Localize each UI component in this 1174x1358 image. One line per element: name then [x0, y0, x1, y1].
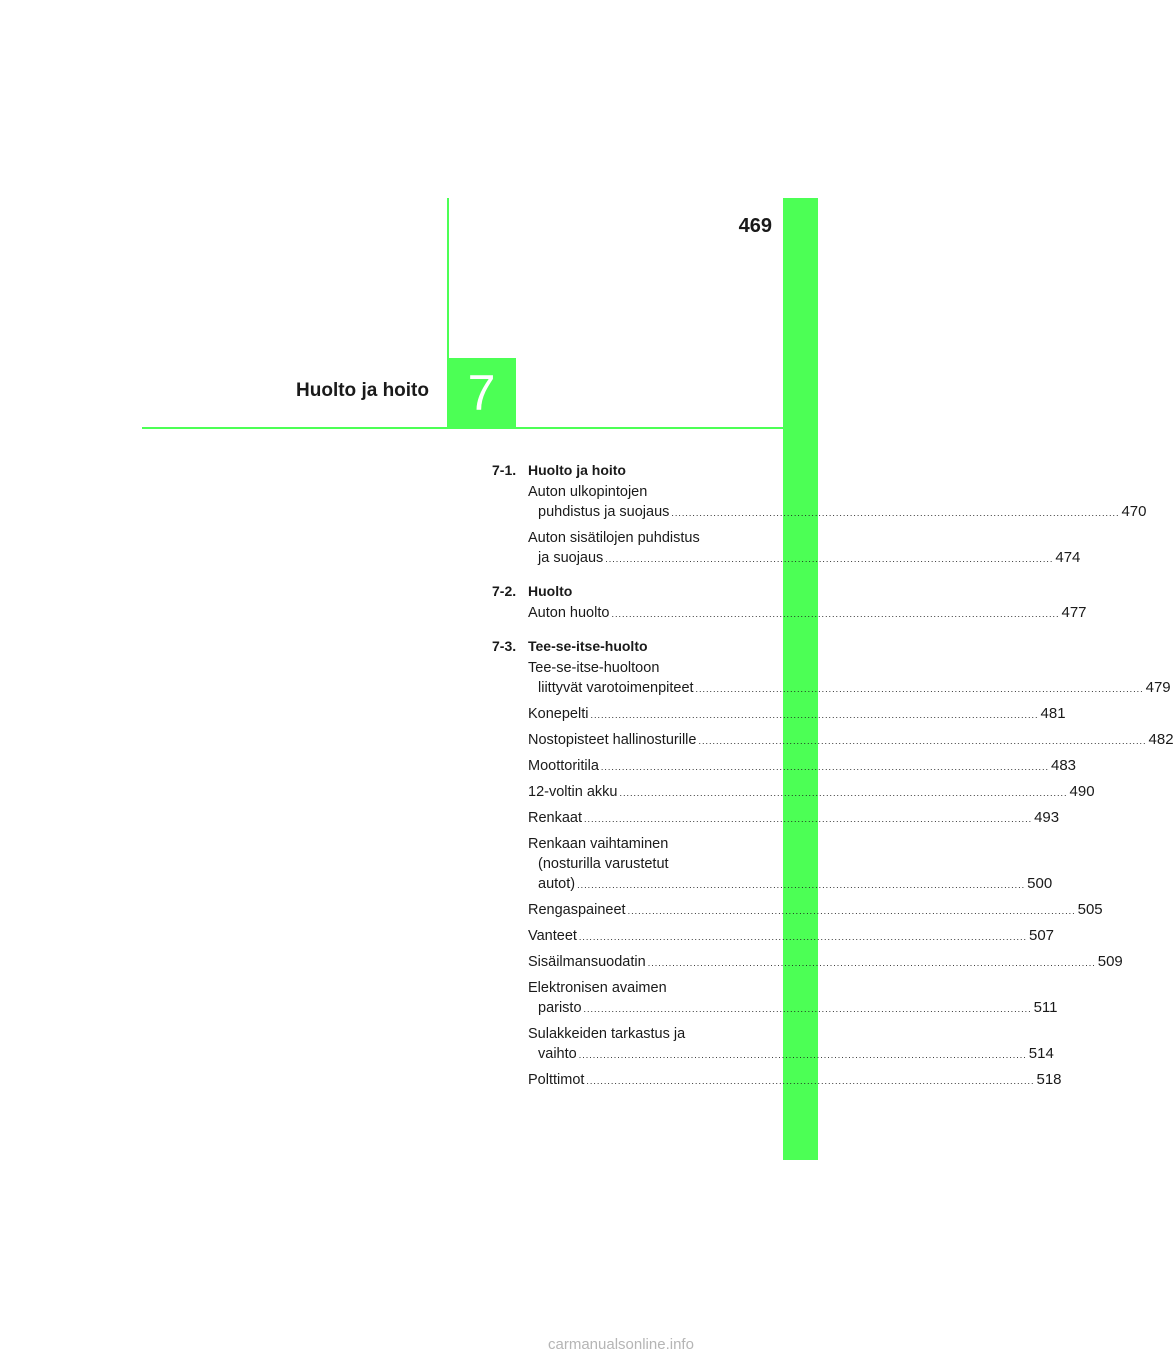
toc-page-number: 470	[1121, 503, 1147, 520]
page-number: 469	[738, 215, 772, 237]
toc-page-number: 474	[1055, 549, 1081, 566]
toc-page-number: 500	[1027, 875, 1053, 892]
toc-entry-text: Rengaspaineet	[528, 902, 626, 918]
toc-dot-leader	[698, 736, 1146, 746]
toc-entry-line	[528, 808, 1060, 829]
toc-section	[492, 458, 1147, 569]
toc-entry-line	[528, 1024, 740, 1044]
toc-entry[interactable]	[528, 658, 1171, 699]
toc-entry[interactable]	[528, 756, 1077, 777]
toc-entry-text: (nosturilla varustetut	[538, 856, 669, 872]
toc-entry-text: Renkaat	[528, 810, 583, 826]
toc-entry[interactable]	[528, 704, 1066, 725]
chapter-title: Huolto ja hoito	[296, 380, 429, 401]
toc-entry-line	[528, 1044, 1054, 1065]
toc-page-number: 477	[1061, 604, 1087, 621]
toc-entry[interactable]	[528, 900, 1103, 921]
toc-dot-leader	[671, 508, 1119, 518]
toc-dot-leader	[579, 932, 1027, 942]
toc-entry[interactable]	[528, 926, 1055, 947]
toc-entry-text: vaihto	[538, 1046, 577, 1062]
toc-entry-line	[528, 482, 740, 502]
toc-entry-text: Auton huolto	[528, 605, 610, 621]
toc-dot-leader	[628, 906, 1076, 916]
toc-page-number: 505	[1077, 901, 1103, 918]
toc-page-number: 482	[1148, 731, 1174, 748]
toc-entry[interactable]	[528, 952, 1123, 973]
toc-section	[492, 634, 1174, 1091]
toc-entry-text: 12-voltin akku	[528, 784, 618, 800]
toc-page-number: 483	[1050, 757, 1077, 774]
chapter-number: 7	[467, 365, 496, 421]
toc-dot-leader	[586, 1076, 1034, 1086]
toc-entry-line	[528, 730, 1174, 751]
toc-entry-text: Polttimot	[528, 1072, 585, 1088]
chapter-side-tab	[783, 198, 818, 1160]
toc-entry-text: Renkaan vaihtaminen	[528, 836, 669, 852]
toc-dot-leader	[648, 958, 1096, 968]
toc-dot-leader	[590, 710, 1038, 720]
toc-page-number: 509	[1097, 953, 1123, 970]
toc-entry-text: Tee-se-itse-huoltoon	[528, 660, 660, 676]
toc-dot-leader	[605, 554, 1053, 564]
toc-entry-line	[528, 548, 1081, 569]
toc-page-number: 518	[1036, 1071, 1062, 1088]
toc-entry[interactable]	[528, 1070, 1062, 1091]
toc-entry-text: Auton sisätilojen puhdistus	[528, 530, 700, 546]
toc-entry-text: Nostopisteet hallinosturille	[528, 732, 697, 748]
header-vertical-rule	[447, 198, 449, 358]
toc-dot-leader	[696, 684, 1144, 694]
toc-entry-text: puhdistus ja suojaus	[538, 504, 670, 520]
toc-page-number: 511	[1033, 999, 1058, 1016]
toc-entry-line	[528, 874, 1053, 895]
toc-entry-line	[528, 528, 740, 548]
toc-entry[interactable]	[528, 978, 1058, 1019]
toc-entry-line	[528, 978, 740, 998]
toc-section-number: 7-3.	[492, 638, 517, 654]
toc-page-number: 481	[1040, 705, 1066, 722]
table-of-contents	[492, 458, 1174, 1101]
toc-entry-line	[528, 678, 1171, 699]
toc-page-number: 490	[1069, 783, 1095, 800]
toc-entry-line	[528, 854, 740, 874]
toc-entry-text: liittyvät varotoimenpiteet	[538, 680, 694, 696]
toc-entry-text: Moottoritila	[528, 758, 599, 774]
toc-section-number: 7-2.	[492, 583, 517, 599]
toc-page-number: 514	[1028, 1045, 1054, 1062]
toc-entry-line	[528, 704, 1066, 725]
toc-entry-line	[528, 502, 1147, 523]
toc-entry[interactable]	[528, 603, 1087, 624]
toc-dot-leader	[619, 788, 1067, 798]
toc-entry-text: Sisäilmansuodatin	[528, 954, 646, 970]
toc-entry-line	[528, 834, 740, 854]
watermark: carmanualsonline.info	[548, 1336, 694, 1353]
toc-entry[interactable]	[528, 730, 1174, 751]
toc-page-number: 479	[1145, 679, 1171, 696]
toc-entry-text: Sulakkeiden tarkastus ja	[528, 1026, 686, 1042]
toc-dot-leader	[584, 1004, 1032, 1014]
toc-entry-text: autot)	[538, 876, 576, 892]
toc-entry-text: Vanteet	[528, 928, 577, 944]
toc-section-title: Huolto ja hoito	[528, 462, 626, 478]
toc-entry-text: paristo	[538, 1000, 582, 1016]
toc-entry-line	[528, 658, 740, 678]
toc-entry[interactable]	[528, 1024, 1054, 1065]
toc-entry-text: Auton ulkopintojen	[528, 484, 648, 500]
toc-entry[interactable]	[528, 834, 1053, 895]
toc-entry-line	[528, 603, 1087, 624]
toc-dot-leader	[579, 1050, 1027, 1060]
toc-dot-leader	[577, 880, 1025, 890]
toc-section	[492, 579, 1087, 624]
toc-dot-leader	[601, 762, 1049, 772]
toc-entry-line	[528, 782, 1095, 803]
toc-entry-line	[528, 952, 1123, 973]
toc-entry-line	[528, 756, 1077, 777]
toc-section-heading	[492, 579, 740, 603]
toc-dot-leader	[611, 609, 1059, 619]
toc-entry-line	[528, 1070, 1062, 1091]
toc-page-number: 507	[1028, 927, 1055, 944]
toc-entry-line	[528, 998, 1058, 1019]
toc-dot-leader	[584, 814, 1032, 824]
toc-entry-line	[528, 926, 1055, 947]
chapter-number-box	[447, 358, 516, 428]
toc-section-heading	[492, 634, 740, 658]
toc-section-title: Tee-se-itse-huolto	[528, 638, 648, 654]
toc-page-number: 493	[1034, 809, 1060, 826]
toc-section-heading	[492, 458, 740, 482]
toc-entry[interactable]	[528, 782, 1095, 803]
toc-entry-text: Elektronisen avaimen	[528, 980, 667, 996]
toc-section-title: Huolto	[528, 583, 573, 599]
toc-entry-text: ja suojaus	[538, 550, 604, 566]
toc-entry-text: Konepelti	[528, 706, 589, 722]
toc-entry-line	[528, 900, 1103, 921]
toc-entry[interactable]	[528, 482, 1147, 523]
toc-entry[interactable]	[528, 528, 1081, 569]
toc-section-number: 7-1.	[492, 462, 517, 478]
toc-entry[interactable]	[528, 808, 1060, 829]
